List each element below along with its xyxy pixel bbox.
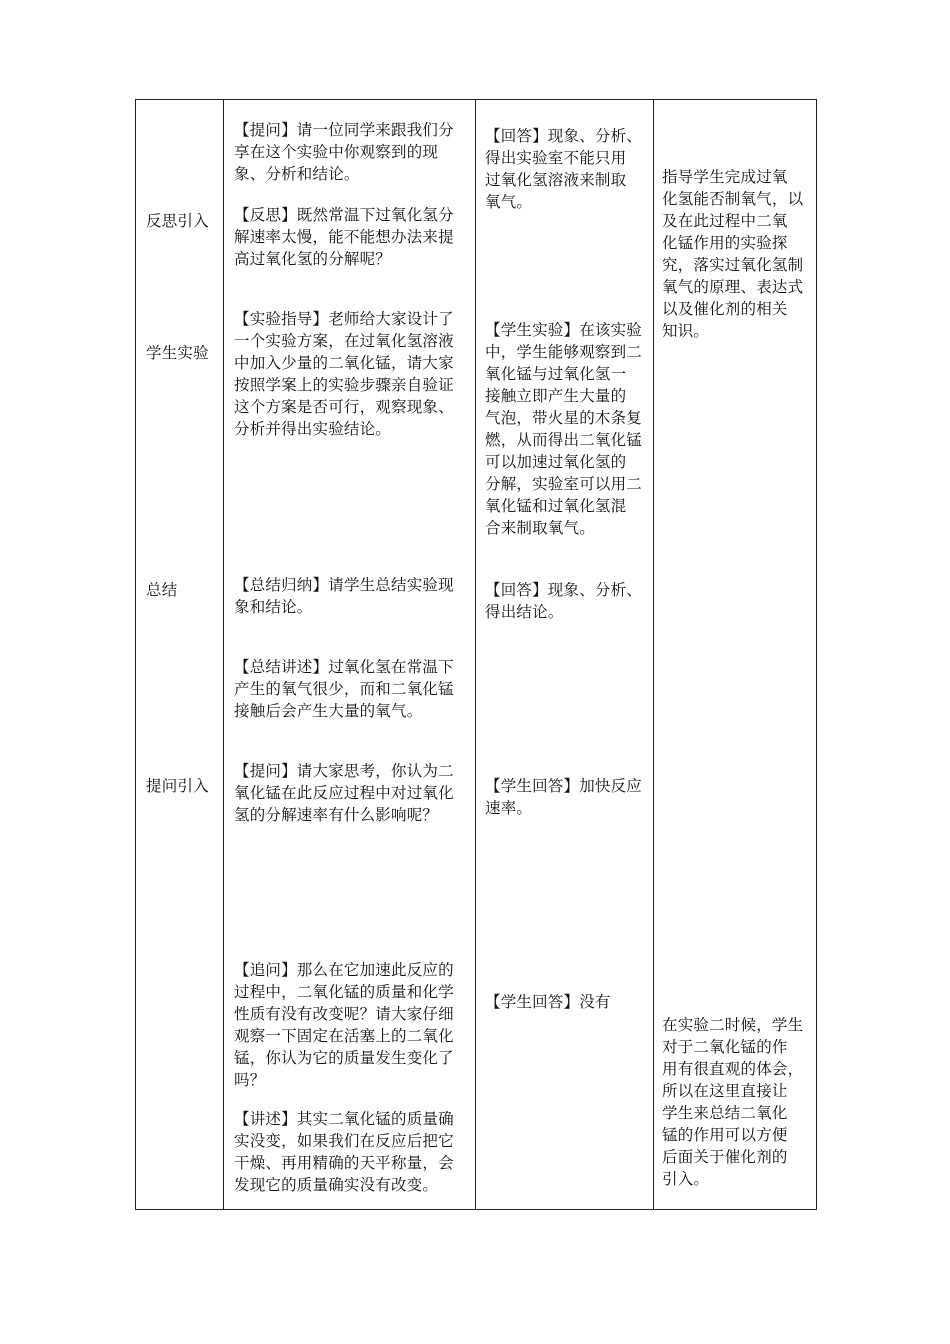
teacher-ask-1: 【提问】请一位同学来跟我们分 享在这个实验中你观察到的现 象、分析和结论。 (234, 121, 454, 183)
intent-second: 在实验二时候，学生 对于二氧化锰的作 用有很直观的体会， 所以在这里直接让 学生来总结二氧化 锰的作用可以方便 后面关于催化剂的 引入。 (662, 1016, 804, 1188)
column-divider (223, 100, 224, 1209)
student-answer-4: 【学生回答】没有 (485, 993, 611, 1011)
teacher-followup: 【追问】那么在它加速此反应的 过程中，二氧化锰的质量和化学 性质有没有改变呢？请大家仔细 观察一下固定在活塞上的二氧化 锰，你认为它的质量发生变化了 吗？ (234, 961, 454, 1089)
stage-question: 提问引入 (146, 777, 209, 795)
teacher-guide: 【实验指导】老师给大家设计了 一个实验方案，在过氧化氢溶液 中加入少量的二氧化锰，请大家 按照学案上的实验步骤亲自验证 这个方案是否可行，观察现象、 分析并得出实验结论。 (234, 310, 454, 438)
teacher-explain: 【讲述】其实二氧化锰的质量确 实没变，如果我们在反应后把它 干燥、再用精确的天平称量，会 发现它的质量确实没有改变。 (234, 1110, 454, 1194)
student-answer-1: 【回答】现象、分析、 得出实验室不能只用 过氧化氢溶液来制取 氧气。 (485, 127, 643, 211)
stage-reflect: 反思引入 (146, 212, 209, 230)
teacher-lecture: 【总结讲述】过氧化氢在常温下 产生的氧气很少，而和二氧化锰 接触后会产生大量的氧气。 (234, 658, 454, 720)
stage-experiment: 学生实验 (146, 344, 209, 362)
lesson-plan-table (135, 99, 817, 1210)
stage-summary: 总结 (146, 581, 178, 599)
student-answer-3: 【学生回答】加快反应 速率。 (485, 777, 643, 817)
student-experiment: 【学生实验】在该实验 中，学生能够观察到二 氧化锰与过氧化氢一 接触立即产生大量的 气泡，带火星的木条复 燃，从而得出二氧化锰 可以加速过氧化氢的 分解，实验室可以用二 氧化锰和过氧化氢混 合来制取氧气。 (485, 321, 643, 537)
teacher-reflect: 【反思】既然常温下过氧化氢分 解速率太慢，能不能想办法来提 高过氧化氢的分解呢？ (234, 206, 454, 268)
teacher-summarize: 【总结归纳】请学生总结实验现 象和结论。 (234, 576, 454, 616)
column-divider (653, 100, 654, 1209)
intent-first: 指导学生完成过氧 化氢能否制氧气，以 及在此过程中二氧 化锰作用的实验探 究，落实过氧化氢制 氧气的原理、表达式 以及催化剂的相关 知识。 (662, 168, 804, 340)
column-divider (475, 100, 476, 1209)
teacher-ask-2: 【提问】请大家思考，你认为二 氧化锰在此反应过程中对过氧化 氢的分解速率有什么影响呢？ (234, 762, 454, 824)
student-answer-2: 【回答】现象、分析、 得出结论。 (485, 581, 643, 621)
